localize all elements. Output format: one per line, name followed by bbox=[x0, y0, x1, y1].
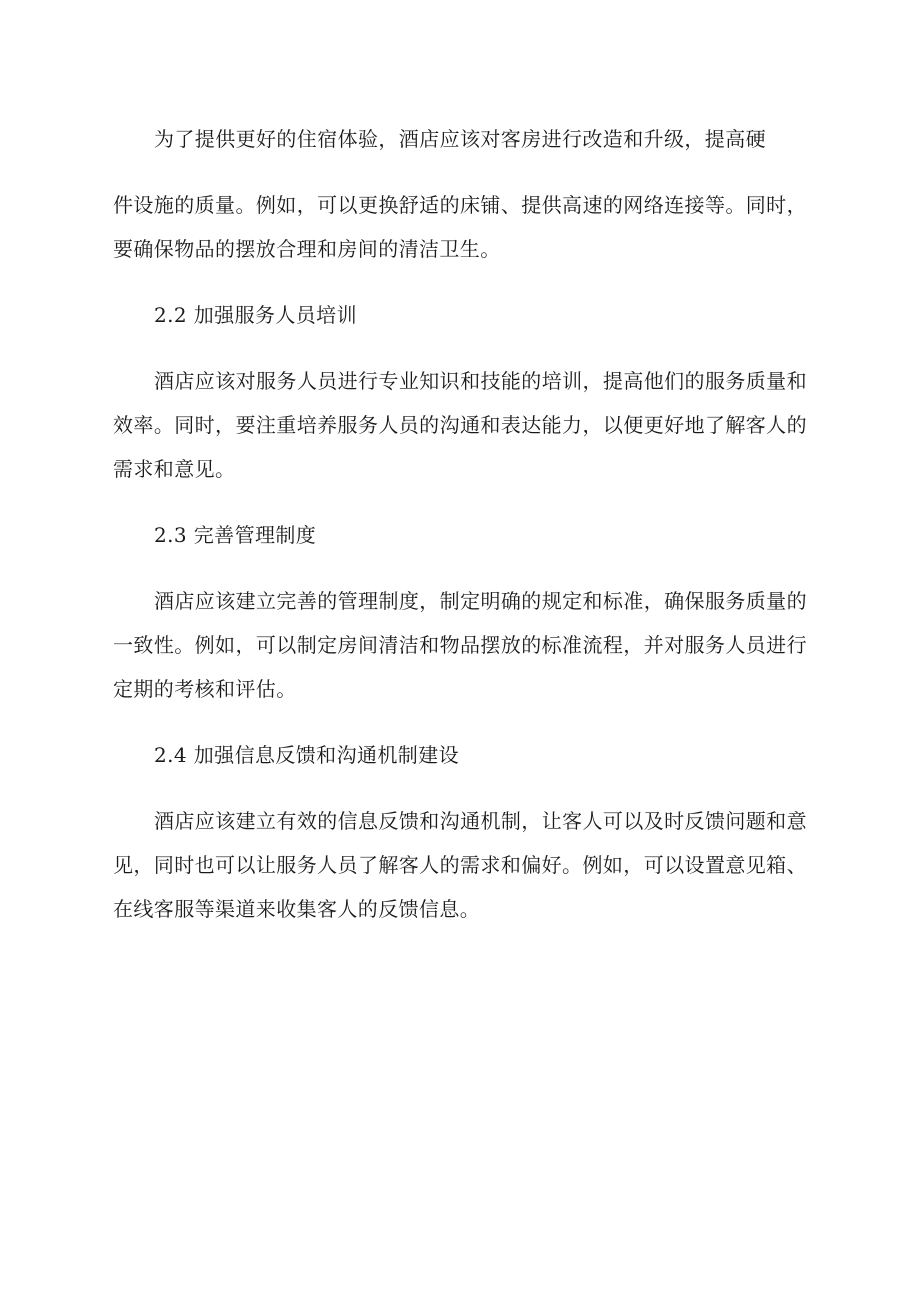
document-body bbox=[113, 117, 807, 931]
section-heading-2-2: 2.2 加强服务人员培训 bbox=[154, 303, 357, 327]
section-body-2-2: 酒店应该对服务人员进行专业知识和技能的培训，提高他们的服务质量和效率。同时，要注重培养服务人员的沟通和表达能力，以便更好地了解客人的需求和意见。 bbox=[113, 369, 807, 481]
section-body-2-4: 酒店应该建立有效的信息反馈和沟通机制，让客人可以及时反馈问题和意见，同时也可以让服务人员了解客人的需求和偏好。例如，可以设置意见箱、在线客服等渠道来收集客人的反馈信息。 bbox=[113, 809, 807, 921]
section-heading-2-4: 2.4 加强信息反馈和沟通机制建设 bbox=[154, 743, 459, 767]
intro-paragraph bbox=[113, 117, 807, 271]
section-heading-2-3: 2.3 完善管理制度 bbox=[154, 523, 317, 547]
intro-first-line: 为了提供更好的住宿体验，酒店应该对客房进行改造和升级，提高硬 bbox=[154, 127, 766, 151]
section-body-2-3: 酒店应该建立完善的管理制度，制定明确的规定和标准，确保服务质量的一致性。例如，可以制定房间清洁和物品摆放的标准流程，并对服务人员进行定期的考核和评估。 bbox=[113, 589, 807, 701]
intro-continuation: 件设施的质量。例如，可以更换舒适的床铺、提供高速的网络连接等。同时，要确保物品的摆放合理和房间的清洁卫生。 bbox=[113, 193, 807, 261]
